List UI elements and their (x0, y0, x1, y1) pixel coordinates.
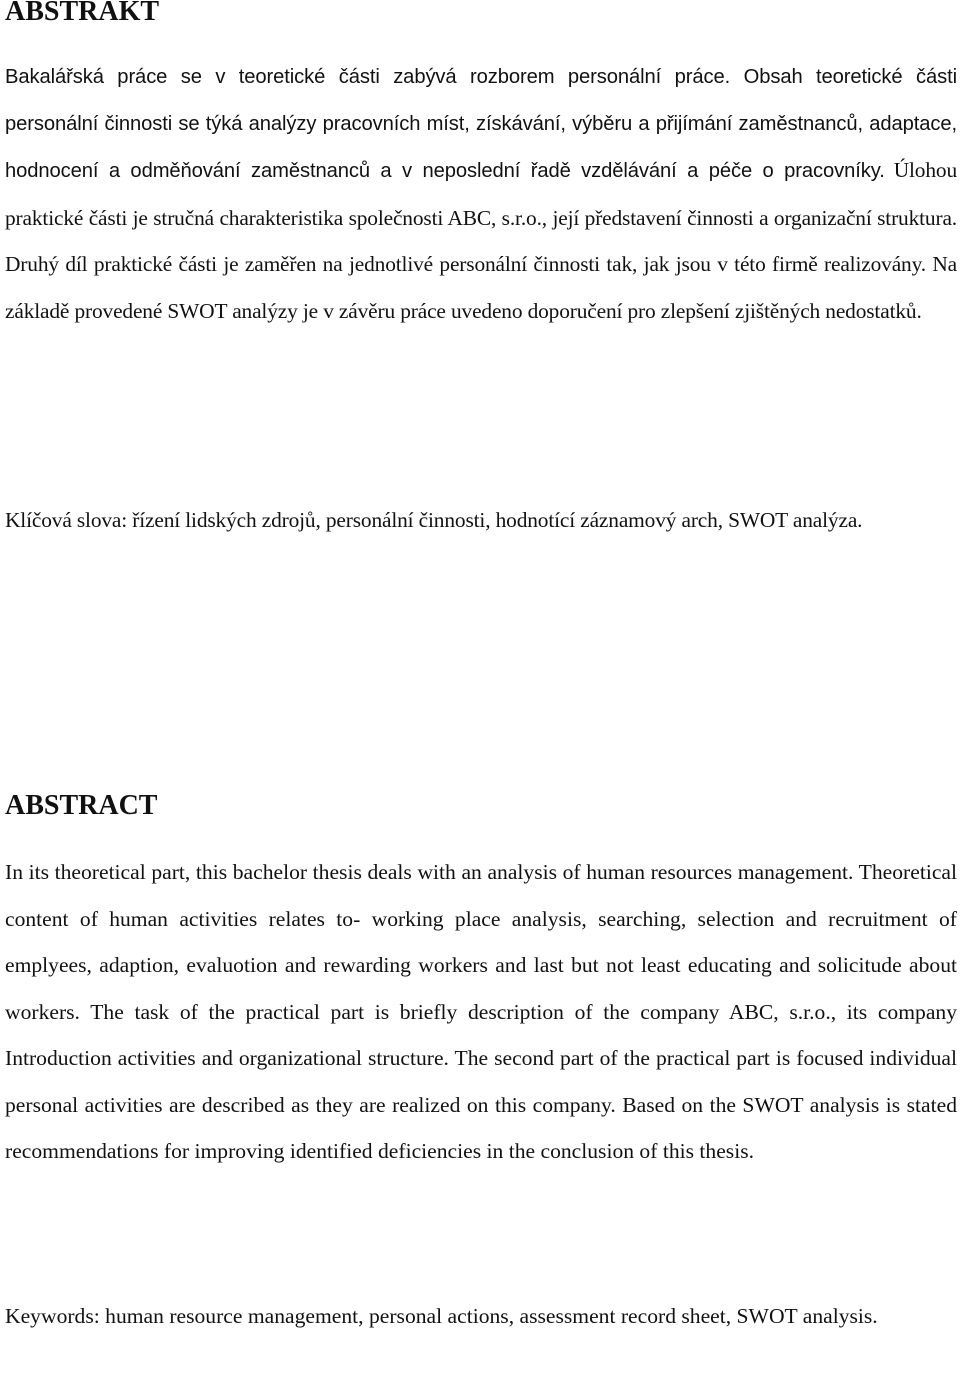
english-keywords: Keywords: human resource management, personal actions, assessment record sheet, SWOT analysis. (5, 1304, 878, 1328)
czech-abstract-serif-text: Úlohou praktické části je stručná charakteristika společnosti ABC, s.r.o., její představení činnosti a organizační struktura. Druhý díl praktické části je zaměřen na jednotlivé personální činnosti tak, jak jsou v této firmě realizovány. Na základě provedené SWOT analýzy je v závěru práce uvedeno doporučení pro zlepšení zjištěných nedostatků. (5, 158, 957, 323)
czech-abstract-heading: ABSTRAKT (5, 0, 160, 27)
czech-abstract-sans-text: Bakalářská práce se v teoretické části zabývá rozborem personální práce. Obsah teoretické části personální činnosti se týká analýzy pracovních míst, získávání, výběru a přijímání zaměstnanců, adaptace, hodnocení a odměňování zaměstnanců a v neposlední řadě vzdělávání a péče o pracovníky. (5, 66, 957, 182)
czech-keywords: Klíčová slova: řízení lidských zdrojů, personální činnosti, hodnotící záznamový arch, SWOT analýza. (5, 508, 863, 532)
english-abstract-heading: ABSTRACT (5, 790, 158, 821)
czech-abstract-paragraph (5, 54, 957, 334)
english-abstract-paragraph: In its theoretical part, this bachelor thesis deals with an analysis of human resources management. Theoretical content of human activities relates to- working place analysis, searching, selection and recruitment of emplyees, adaption, evaluotion and rewarding workers and last but not least educating and solicitude about workers. The task of the practical part is briefly description of the company ABC, s.r.o., its company Introduction activities and organizational structure. The second part of the practical part is focused individual personal activities are described as they are realized on this company. Based on the SWOT analysis is stated recommendations for improving identified deficiencies in the conclusion of this thesis. (5, 860, 957, 1163)
